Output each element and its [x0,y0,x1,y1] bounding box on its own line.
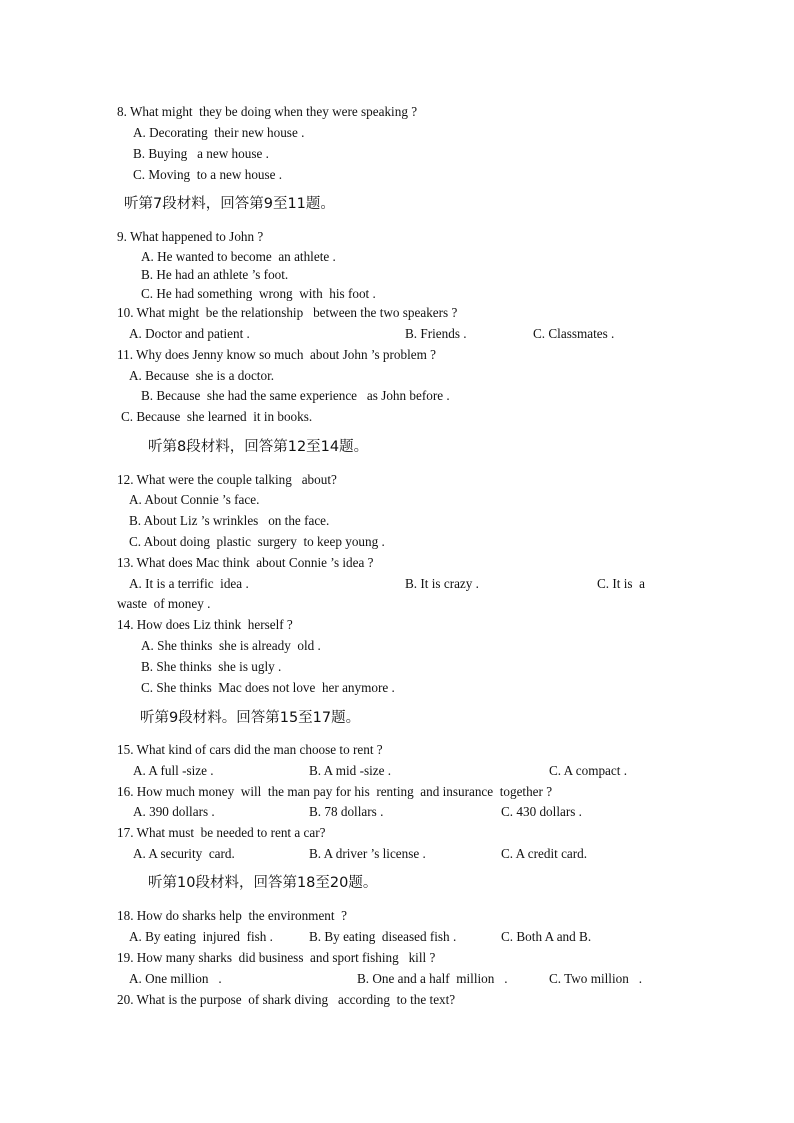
question-8: 8. What might they be doing when they were speaking ? [117,104,418,119]
question-12: 12. What were the couple talking about? [117,472,337,487]
question-19-option-a: A. One million . [129,971,222,986]
question-16-option-a: A. 390 dollars . [133,804,215,819]
question-16-option-b: B. 78 dollars . [309,804,384,819]
question-11-option-b: B. Because she had the same experience as John before . [141,388,450,403]
question-11-option-c: C. Because she learned it in books. [121,409,313,424]
question-12-option-a: A. About Connie ’s face. [129,492,260,507]
question-14-option-b: B. She thinks she is ugly . [141,659,282,674]
question-14-option-c: C. She thinks Mac does not love her anymore . [141,680,395,695]
question-18-option-b: B. By eating diseased fish . [309,929,457,944]
question-17-option-c: C. A credit card. [501,846,588,861]
question-17-option-b: B. A driver ’s license . [309,846,426,861]
question-10-option-a: A. Doctor and patient . [129,326,250,341]
question-18-option-a: A. By eating injured fish . [129,929,273,944]
question-13-option-a: A. It is a terrific idea . [129,576,249,591]
question-13-option-c-continued: waste of money . [117,596,211,611]
question-15-option-c: C. A compact . [549,763,628,778]
question-17-option-a: A. A security card. [133,846,235,861]
question-13-option-c: C. It is a [597,576,645,591]
question-8-option-b: B. Buying a new house . [133,146,269,161]
question-9-option-c: C. He had something wrong with his foot . [141,286,376,301]
question-18: 18. How do sharks help the environment ? [117,908,348,923]
question-8-option-a: A. Decorating their new house . [133,125,305,140]
section-heading-9: 听第9段材料。回答第15至17题。 [140,710,361,726]
question-15-option-b: B. A mid -size . [309,763,392,778]
question-11: 11. Why does Jenny know so much about John ’s problem ? [117,347,437,362]
question-15: 15. What kind of cars did the man choose to rent ? [117,742,383,757]
question-19-option-c: C. Two million . [549,971,642,986]
question-16: 16. How much money will the man pay for his renting and insurance together ? [117,784,553,799]
question-10-option-b: B. Friends . [405,326,467,341]
question-13: 13. What does Mac think about Connie ’s idea ? [117,555,374,570]
question-14: 14. How does Liz think herself ? [117,617,293,632]
question-12-option-b: B. About Liz ’s wrinkles on the face. [129,513,330,528]
question-19-option-b: B. One and a half million . [357,971,508,986]
question-20: 20. What is the purpose of shark diving according to the text? [117,992,456,1007]
question-10-option-c: C. Classmates . [533,326,615,341]
question-9: 9. What happened to John ? [117,229,264,244]
section-heading-8: 听第8段材料，回答第12至14题。 [148,439,369,455]
question-15-option-a: A. A full -size . [133,763,214,778]
question-10: 10. What might be the relationship between the two speakers ? [117,305,458,320]
question-13-option-b: B. It is crazy . [405,576,479,591]
question-11-option-a: A. Because she is a doctor. [129,368,275,383]
section-heading-10: 听第10段材料，回答第18至20题。 [148,875,378,891]
question-18-option-c: C. Both A and B. [501,929,592,944]
question-17: 17. What must be needed to rent a car? [117,825,326,840]
question-12-option-c: C. About doing plastic surgery to keep young . [129,534,385,549]
question-8-option-c: C. Moving to a new house . [133,167,283,182]
question-14-option-a: A. She thinks she is already old . [141,638,321,653]
question-9-option-a: A. He wanted to become an athlete . [141,249,336,264]
section-heading-7: 听第7段材料，回答第9至11题。 [124,196,335,212]
question-9-option-b: B. He had an athlete ’s foot. [141,267,289,282]
question-16-option-c: C. 430 dollars . [501,804,582,819]
question-19: 19. How many sharks did business and sport fishing kill ? [117,950,436,965]
